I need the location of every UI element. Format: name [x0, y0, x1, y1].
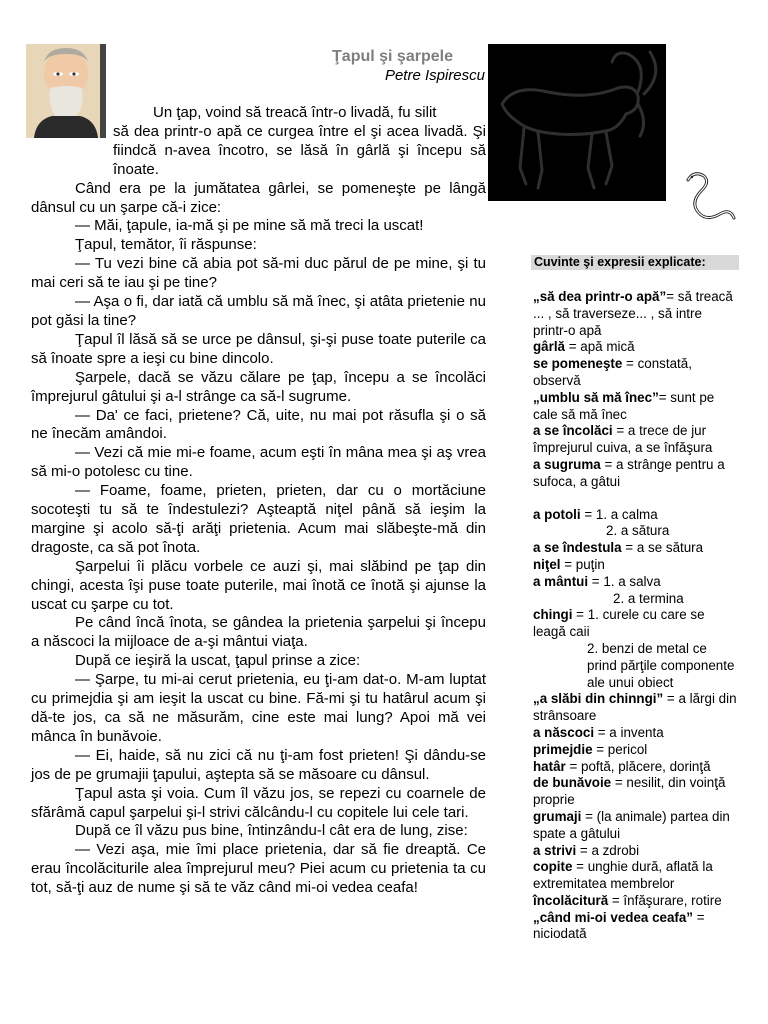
- glossary-entry: [533, 457, 738, 491]
- goat-illustration: [488, 44, 666, 201]
- glossary-term: a mântui: [533, 573, 589, 589]
- glossary-term: de bunăvoie: [533, 775, 612, 791]
- story-paragraph: — Da' ce faci, prietene? Că, uite, nu mai pot răsufla şi o să ne înecăm amândoi.: [31, 406, 486, 443]
- glossary-term: gârlă: [533, 339, 566, 355]
- story-paragraph: Ţapul îl lăsă să se urce pe dânsul, şi-şi puse toate puterile ca să înoate spre a ieşi cu bine dincolo.: [31, 330, 486, 367]
- story-paragraph: — Ei, haide, să nu zici că nu ţi-am fost prieten! Şi dându-se jos de pe grumajii ţapului, aştepta să se măsoare cu dânsul.: [31, 746, 486, 783]
- glossary-entry: [533, 843, 738, 860]
- glossary-term: hatâr: [533, 758, 566, 774]
- glossary-heading: Cuvinte şi expresii explicate:: [531, 255, 739, 270]
- glossary-term: „să dea printr-o apă”: [533, 289, 667, 304]
- story-paragraph: — Vezi că mie mi-e foame, acum eşti în mâna mea şi aş vrea să mi-o potolesc cu tine.: [31, 444, 486, 481]
- glossary-definition: = a lărgi din strânsoare: [533, 691, 737, 724]
- glossary-definition: = pericol: [592, 741, 648, 757]
- glossary-definition: = puţin: [560, 556, 605, 572]
- glossary-term: „a slăbi din chinngi”: [533, 691, 664, 707]
- glossary-definition: = poftă, plăcere, dorinţă: [565, 758, 711, 774]
- glossary-entry: [533, 356, 738, 390]
- story-paragraph: După ce ieşiră la uscat, ţapul prinse a zice:: [75, 652, 361, 670]
- glossary-term: niţel: [533, 556, 561, 572]
- glossary-entry: [533, 809, 738, 843]
- glossary-term: copite: [533, 859, 573, 875]
- glossary-term: încolăcitură: [533, 892, 609, 908]
- story-paragraph: Şarpelui îi plăcu vorbele ce auzi şi, mai slăbind pe ţap din chingi, acesta îşi puse toate puterile, mai înotă ce înotă şi ajunse la uscat cu şarpe cu tot.: [31, 557, 486, 613]
- glossary-entry: [533, 759, 738, 776]
- story-paragraph: Pe când încă înota, se gândea la prietenia şarpelui şi începu a născoci la mijloace de a-şi mântui viaţa.: [31, 614, 486, 651]
- glossary-definition: = sunt pe cale să mă înec: [533, 389, 715, 422]
- story-paragraph: Ţapul asta şi voia. Cum îl văzu jos, se repezi cu coarnele de sfărâmă capul şarpelui şi-l strivi călcându-l cu copitele lui cele tari.: [31, 784, 486, 821]
- glossary-entry: [533, 893, 738, 910]
- story-paragraph: — Şarpe, tu mi-ai cerut prietenia, eu ţi-am dat-o. M-am luptat cu primejdia şi am ieşit la uscat cu bine. Fă-mi şi tu hatârul acum şi dă-te jos, ca să ne măsurăm, cine este mai lung? Apoi mă vei mânca în bunăvoie.: [31, 671, 486, 745]
- glossary-definition: = 1. curele cu care se leagă caii: [533, 607, 705, 640]
- glossary-list: [533, 289, 738, 943]
- glossary-term: chingi: [533, 607, 573, 623]
- glossary-term: a sugruma: [533, 456, 601, 472]
- glossary-term: a născoci: [533, 724, 595, 740]
- glossary-entry: [533, 390, 738, 424]
- glossary-entry: [533, 691, 738, 725]
- glossary-entry: [533, 742, 738, 759]
- story-paragraph: să dea printr-o apă ce curgea între el şi acea livadă. Şi fiindcă n-avea încotro, se lăsă în gârlă şi începu să înoate.: [113, 122, 486, 178]
- glossary-entry: [533, 339, 738, 356]
- glossary-definition: = nesilit, din voinţă proprie: [533, 775, 726, 808]
- glossary-definition: = 1. a salva: [588, 573, 661, 589]
- glossary-definition: = a se sătura: [621, 540, 704, 556]
- glossary-definition: = a zdrobi: [576, 842, 640, 858]
- glossary-definition: = a strânge pentru a sufoca, a gâtui: [533, 456, 725, 489]
- glossary-definition: = a trece de jur împrejurul cuiva, a se înfăşura: [533, 423, 713, 456]
- glossary-entry: [533, 507, 738, 524]
- story-title: Ţapul şi şarpele: [332, 48, 453, 65]
- glossary-entry: [533, 859, 738, 893]
- glossary-term: „umblu să mă înec”: [533, 389, 659, 405]
- story-paragraph: Un ţap, voind să treacă într-o livadă, fu silit: [153, 104, 437, 121]
- glossary-entry: [533, 725, 738, 742]
- glossary-entry: [533, 423, 738, 457]
- glossary-definition: = să treacă ... , să traverseze... , să intre printr-o apă: [533, 289, 733, 338]
- glossary-term: a se încolăci: [533, 423, 613, 439]
- glossary-definition: 2. a sătura: [606, 523, 670, 539]
- story-paragraph: După ce îl văzu pus bine, întinzându-l cât era de lung, zise:: [75, 822, 468, 840]
- story-paragraph: — Aşa o fi, dar iată că umblu să mă înec, şi atâta prietenie nu pot găsi la tine?: [31, 293, 486, 329]
- glossary-definition: = (la animale) partea din spate a gâtului: [533, 808, 730, 841]
- glossary-term: a se îndestula: [533, 540, 622, 556]
- glossary-definition: = înfăşurare, rotire: [608, 892, 722, 908]
- glossary-entry: [533, 910, 738, 944]
- story-body: [31, 104, 486, 898]
- story-paragraph: Şarpele, dacă se văzu călare pe ţap, începu a se încolăci împrejurul gâtului şi a-l strânge ca să-l sugrume.: [31, 368, 486, 405]
- glossary-entry: [533, 557, 738, 574]
- glossary-term: grumaji: [533, 808, 582, 824]
- glossary-term: se pomeneşte: [533, 356, 623, 372]
- glossary-definition: = a inventa: [594, 724, 664, 740]
- glossary-entry: [533, 540, 738, 557]
- story-author: Petre Ispirescu: [384, 67, 485, 84]
- glossary-definition: = niciodată: [533, 909, 705, 942]
- glossary-term: a strivi: [533, 842, 577, 858]
- glossary-definition: = unghie dură, aflată la extremitatea membrelor: [533, 859, 713, 892]
- glossary-definition: = apă mică: [565, 339, 635, 355]
- glossary-entry: [533, 574, 738, 591]
- glossary-definition: 2. benzi de metal ce prind părţile componente ale unui obiect: [587, 640, 735, 690]
- glossary-entry: [533, 607, 738, 641]
- snake-illustration: [680, 168, 736, 232]
- glossary-entry: [533, 775, 738, 809]
- story-paragraph: Când era pe la jumătatea gârlei, se pomeneşte pe lângă dânsul cu un şarpe că-i zice:: [31, 179, 486, 216]
- story-paragraph: — Măi, ţapule, ia-mă şi pe mine să mă treci la uscat!: [75, 217, 424, 235]
- glossary-definition: = constată, observă: [533, 356, 692, 388]
- glossary-definition: = 1. a calma: [580, 506, 658, 522]
- story-header: [290, 48, 485, 84]
- glossary-entry: [533, 289, 738, 339]
- story-paragraph: — Vezi aşa, mie îmi place prietenia, dar să fie dreaptă. Ce erau încolăciturile alea împrejurul meu? Piei acum cu prietenia ta cu tot, să-ţi auz de nume şi să te văz când mi-oi vedea ceafa!: [31, 841, 486, 897]
- glossary-term: „când mi-oi vedea ceafa”: [533, 909, 694, 925]
- glossary-term: primejdie: [533, 741, 593, 757]
- story-paragraph: — Foame, foame, prieten, prieten, dar cu o mortăciune socoteşti tu să te îndestulezi? Aşteaptă niţel până să ieşim la margine şi acolo să-ţi arăţi prietenia. Acum mai slăbeşte-mă din dragoste, ca să pot înota.: [31, 482, 486, 556]
- glossary-definition: 2. a termina: [613, 590, 684, 606]
- glossary-term: a potoli: [533, 506, 581, 522]
- story-paragraph: Ţapul, temător, îi răspunse:: [75, 236, 257, 254]
- story-paragraph: — Tu vezi bine că abia pot să-mi duc părul de pe mine, şi tu mai ceri să te iau şi pe tine?: [31, 255, 486, 292]
